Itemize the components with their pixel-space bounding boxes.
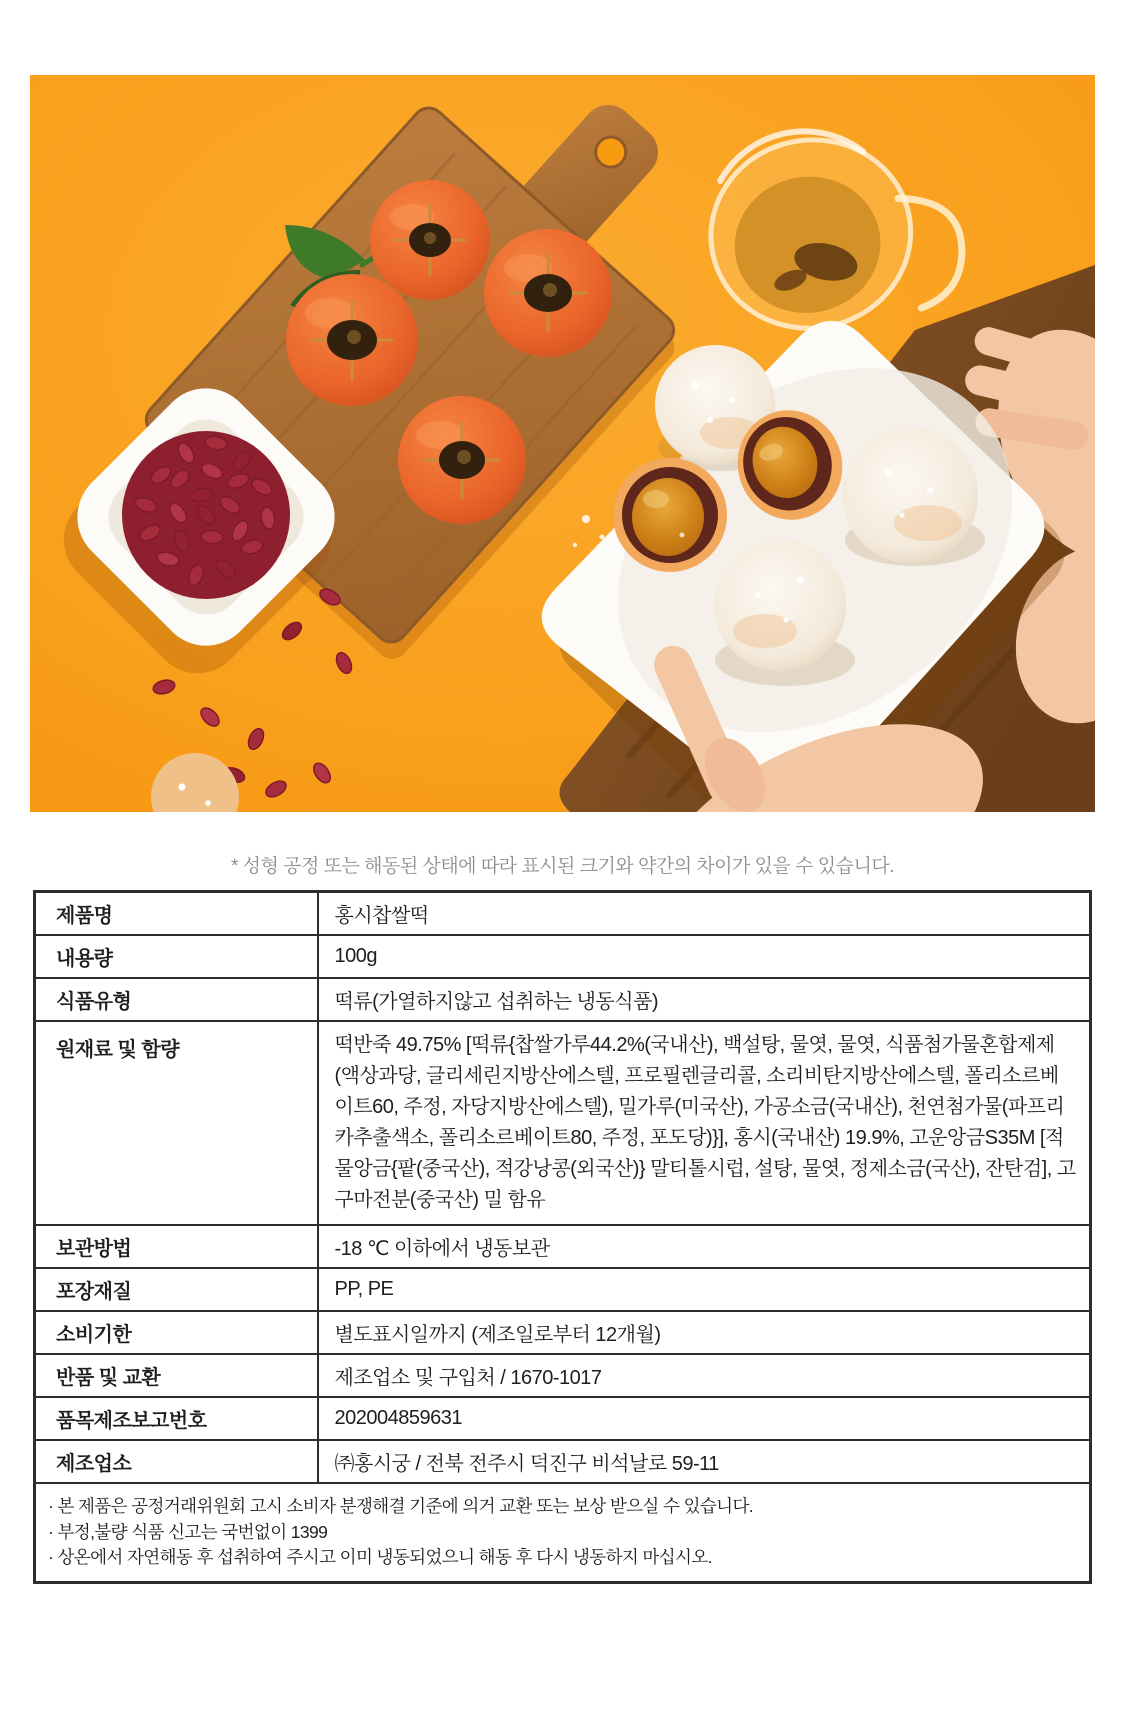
spec-row (35, 935, 1091, 978)
spec-table (33, 890, 1092, 1584)
spec-label: 원재료 및 함량 (35, 1021, 318, 1225)
spec-value: 별도표시일까지 (제조일로부터 12개월) (318, 1311, 1091, 1354)
spec-label: 식품유형 (35, 978, 318, 1021)
footnote-line: · 부정,불량 식품 신고는 국번없이 1399 (48, 1521, 328, 1542)
footnote-body (35, 1483, 1091, 1582)
spec-value: 202004859631 (318, 1397, 1091, 1440)
persimmon-1 (370, 180, 490, 300)
product-photo-svg (30, 75, 1095, 812)
persimmon-2 (484, 229, 612, 357)
spec-label: 제품명 (35, 892, 318, 936)
spec-label: 제조업소 (35, 1440, 318, 1483)
spec-row (35, 978, 1091, 1021)
spec-table-body (35, 892, 1091, 1484)
spec-value: ㈜홍시궁 / 전북 전주시 덕진구 비석날로 59-11 (318, 1440, 1091, 1483)
mochi-whole-bottom (714, 539, 846, 671)
spec-row (35, 1225, 1091, 1268)
spec-label: 소비기한 (35, 1311, 318, 1354)
size-note: * 성형 공정 또는 해동된 상태에 따라 표시된 크기와 약간의 차이가 있을 수 있습니다. (231, 856, 894, 877)
spec-row (35, 1354, 1091, 1397)
spec-label: 포장재질 (35, 1268, 318, 1311)
spec-row (35, 1021, 1091, 1225)
persimmon-3 (286, 274, 418, 406)
spec-row (35, 1268, 1091, 1311)
footnote-line: · 본 제품은 공정거래위원회 고시 소비자 분쟁해결 기준에 의거 교환 또는 보상 받으실 수 있습니다. (48, 1496, 754, 1516)
spec-value: -18 ℃ 이하에서 냉동보관 (318, 1225, 1091, 1268)
spec-value: 떡류(가열하지않고 섭취하는 냉동식품) (318, 978, 1091, 1021)
spec-row (35, 892, 1091, 936)
spec-label: 내용량 (35, 935, 318, 978)
spec-label: 품목제조보고번호 (35, 1397, 318, 1440)
persimmon-4 (398, 396, 526, 524)
spec-row (35, 1397, 1091, 1440)
spec-value: 100g (318, 935, 1091, 978)
spec-value: PP, PE (318, 1268, 1091, 1311)
spec-value: 홍시찹쌀떡 (318, 892, 1091, 936)
product-photo (30, 75, 1095, 812)
spec-label: 보관방법 (35, 1225, 318, 1268)
spec-value: 떡반죽 49.75% [떡류{찹쌀가루44.2%(국내산), 백설탕, 물엿, 물엿, 식품첨가물혼합제제(액상과당, 글리세린지방산에스텔, 프로필렌글리콜, 소리비탄지방산에스텔, 폴리소르베이트60, 주정, 자당지방산에스텔), 밀가루(미국산), 가공소금(국내산), 천연첨가물(파프리카추출색소, 폴리소르베이트80, 주정, 포도당)}], 홍시(국내산) 19.9%, 고운앙금S35M [적물앙금{팥(중국산), 적강낭콩(외국산)} 말티톨시럽, 설탕, 물엿, 정제소금(국산), 잔탄검], 고구마전분(중국산) 밀 함유 (318, 1021, 1091, 1225)
spec-row (35, 1440, 1091, 1483)
spec-label: 반품 및 교환 (35, 1354, 318, 1397)
footnote-row (35, 1483, 1091, 1582)
spec-value: 제조업소 및 구입처 / 1670-1017 (318, 1354, 1091, 1397)
footnote-cell (35, 1483, 1091, 1582)
mochi-whole-right (842, 427, 978, 563)
mochi-cut-front (613, 458, 727, 572)
footnote-line: · 상온에서 자연해동 후 섭취하여 주시고 이미 냉동되었으니 해동 후 다시 냉동하지 마십시오. (48, 1547, 712, 1567)
spec-row (35, 1311, 1091, 1354)
